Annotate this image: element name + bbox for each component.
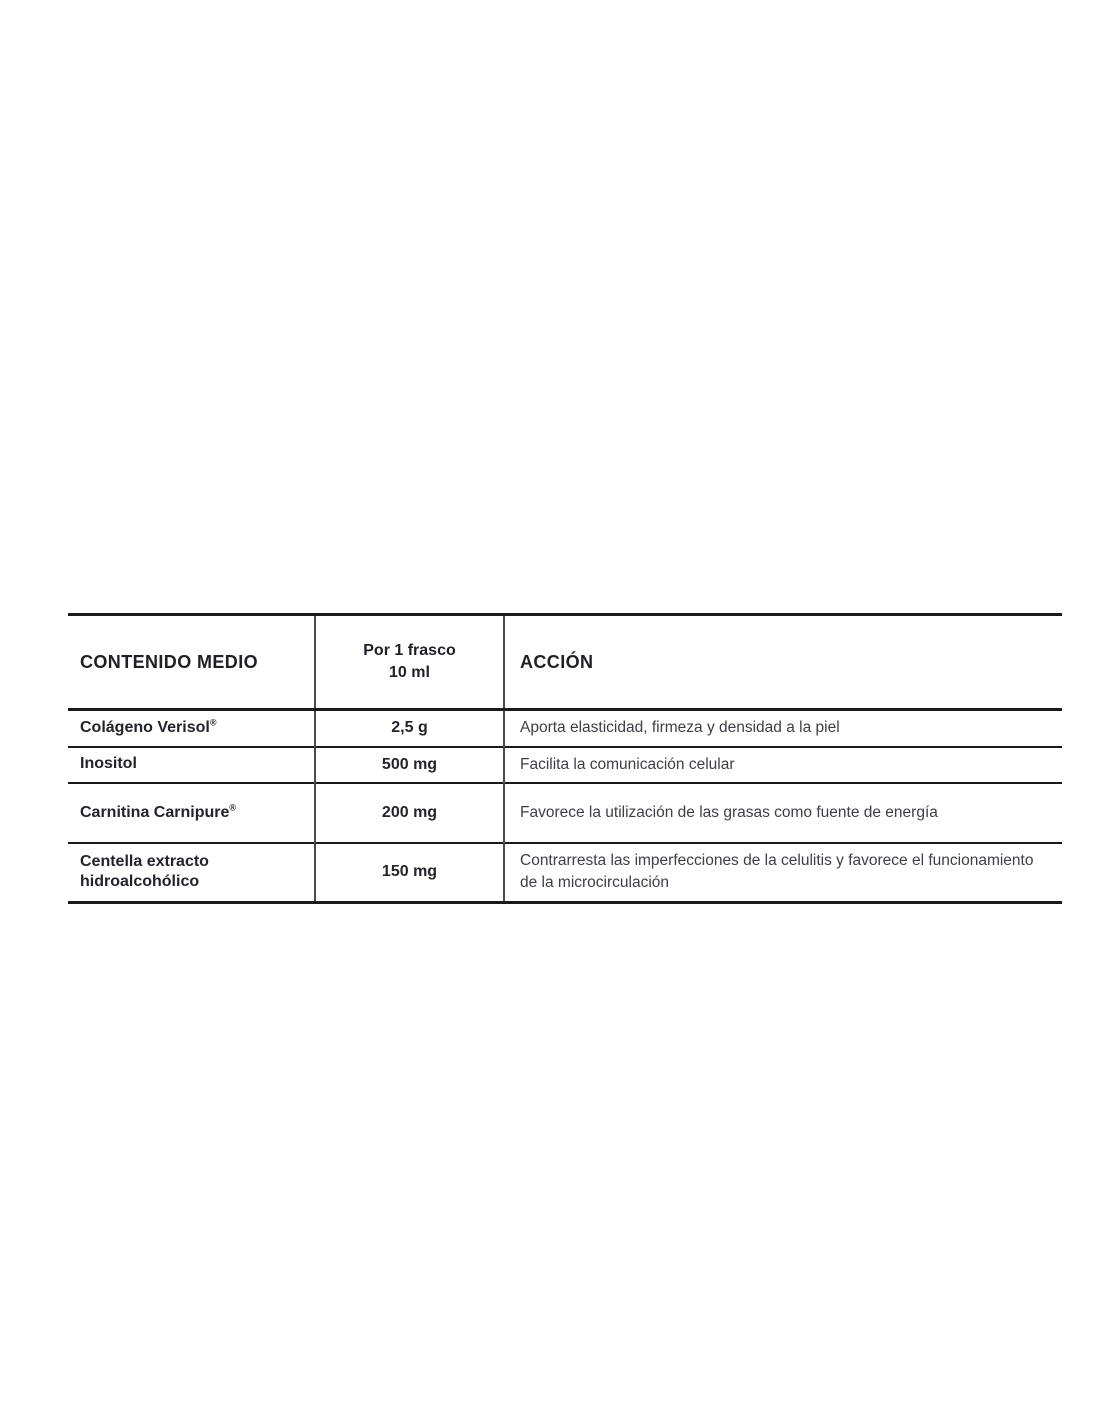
ingredient-action-cell: Favorece la utilización de las grasas como fuente de energía xyxy=(504,783,1062,843)
ingredient-amount-cell: 2,5 g xyxy=(315,710,504,747)
table-body xyxy=(68,710,1062,903)
ingredient-name-cell xyxy=(68,843,315,902)
ingredient-name-cell xyxy=(68,747,315,783)
header-por-frasco-line2: 10 ml xyxy=(389,664,430,681)
table-row xyxy=(68,843,1062,902)
ingredient-action-cell: Aporta elasticidad, firmeza y densidad a la piel xyxy=(504,710,1062,747)
table-row xyxy=(68,710,1062,747)
header-por-frasco xyxy=(315,615,504,710)
ingredient-amount-cell: 150 mg xyxy=(315,843,504,902)
table-row xyxy=(68,747,1062,783)
header-contenido-medio: CONTENIDO MEDIO xyxy=(68,615,315,710)
header-accion: ACCIÓN xyxy=(504,615,1062,710)
ingredient-action-cell: Facilita la comunicación celular xyxy=(504,747,1062,783)
ingredient-name-cell xyxy=(68,710,315,747)
ingredient-amount-cell: 500 mg xyxy=(315,747,504,783)
ingredients-table xyxy=(68,613,1062,904)
registered-mark: ® xyxy=(229,802,236,813)
ingredients-table-container xyxy=(68,613,1062,904)
header-por-frasco-line1: Por 1 frasco xyxy=(363,642,456,660)
ingredient-name: Carnitina Carnipure xyxy=(80,803,230,821)
ingredient-name-cell xyxy=(68,783,315,843)
registered-mark: ® xyxy=(209,717,217,728)
ingredient-name: Centella extracto hidroalcohólico xyxy=(80,852,209,891)
ingredient-amount-cell: 200 mg xyxy=(315,783,504,843)
header-row xyxy=(68,615,1062,710)
ingredient-name: Inositol xyxy=(80,755,137,773)
table-row xyxy=(68,783,1062,843)
table-header xyxy=(68,615,1062,710)
ingredient-action-cell: Contrarresta las imperfecciones de la celulitis y favorece el funcionamiento de la microcirculación xyxy=(504,843,1062,902)
ingredient-name: Colágeno Verisol xyxy=(80,718,210,736)
